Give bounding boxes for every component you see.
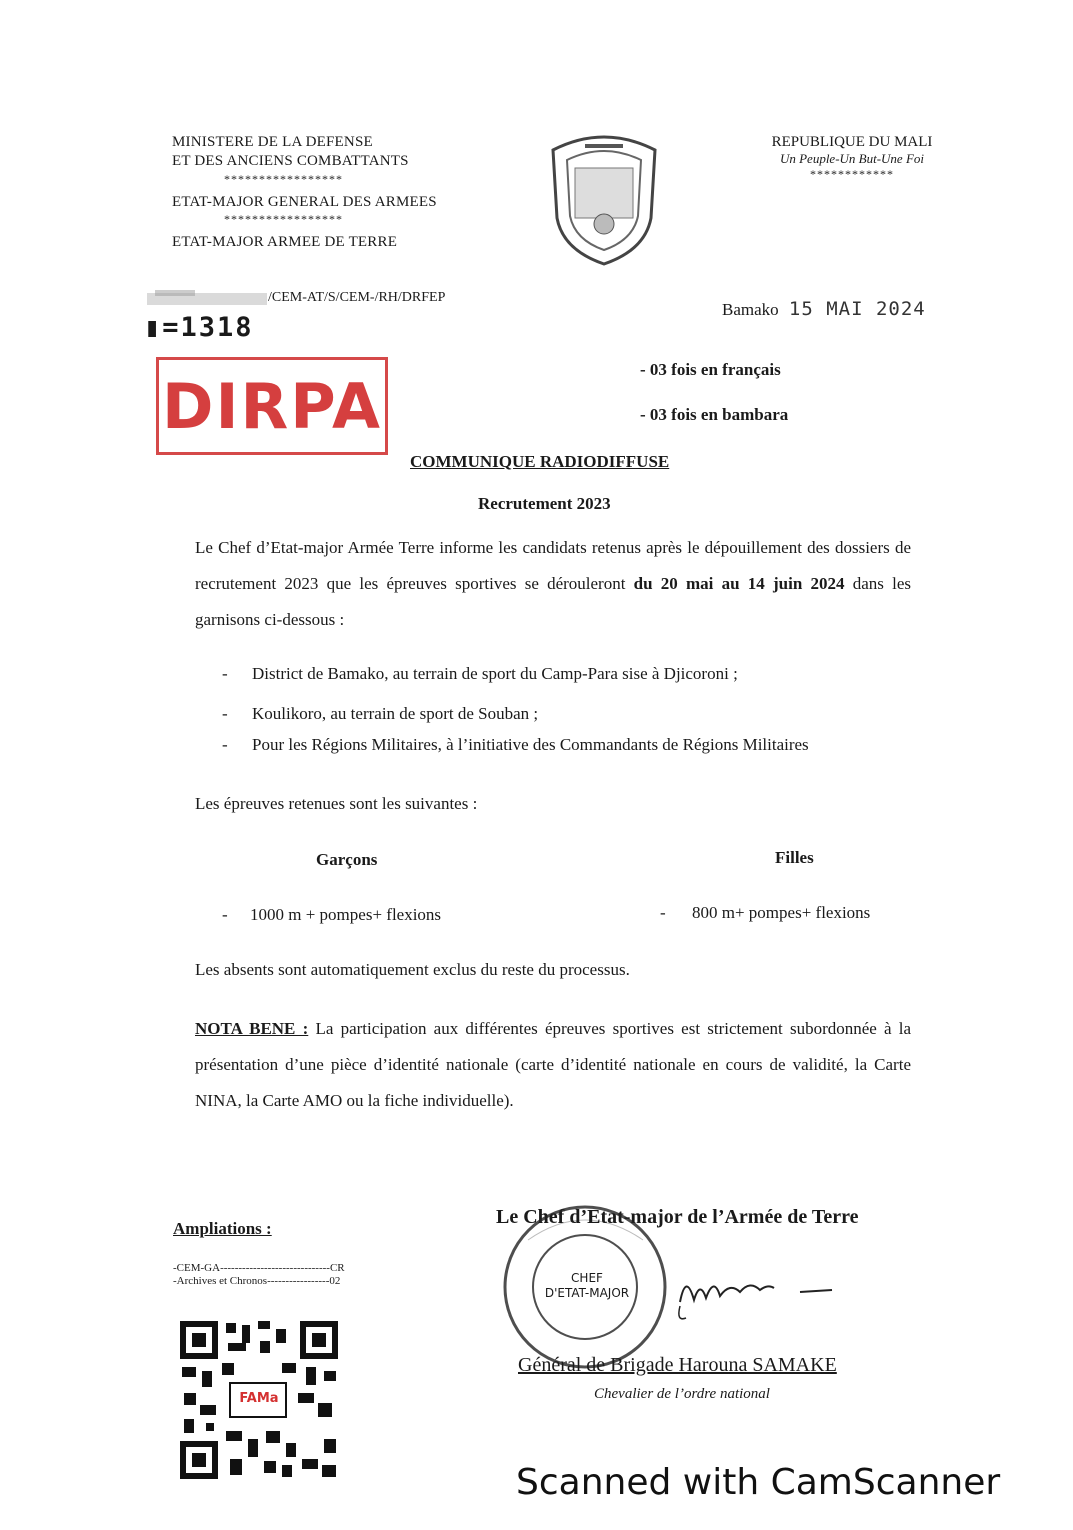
camscanner-watermark: Scanned with CamScanner	[516, 1462, 1001, 1503]
girls-test: - 800 m+ pompes+ flexions	[660, 903, 871, 922]
army-emblem-icon	[545, 128, 663, 268]
tests-intro: Les épreuves retenues sont les suivantes :	[195, 794, 478, 813]
ministry-header	[172, 133, 437, 252]
national-motto: Un Peuple-Un But-Une Foi	[779, 151, 925, 166]
separator-stars: *****************	[224, 212, 343, 227]
list-item: - Koulikoro, au terrain de sport de Souban ;	[222, 704, 539, 723]
document-number-value: 1318	[180, 312, 254, 343]
ministry-name-line2: ET DES ANCIENS COMBATTANTS	[172, 152, 409, 169]
nota-bene-paragraph	[195, 1011, 911, 1119]
date-stamp: 15 MAI 2024	[788, 298, 926, 320]
ampliation-recipient: -CEM-GA	[173, 1262, 221, 1274]
boys-test-text: 1000 m + pompes+ flexions	[250, 905, 442, 924]
separator-stars: ************	[810, 166, 894, 181]
dirpa-stamp: DIRPA	[156, 357, 388, 455]
communique-title: COMMUNIQUE RADIODIFFUSE	[410, 452, 670, 471]
signatory-title: Le Chef d’Etat-major de l’Armée de Terre	[496, 1206, 859, 1228]
absents-notice: Les absents sont automatiquement exclus du reste du processus.	[195, 960, 630, 979]
seal-center-text	[534, 1271, 640, 1301]
intro-dates: du 20 mai au 14 juin 2024	[633, 574, 845, 593]
nota-bene-label: NOTA BENE :	[195, 1019, 309, 1038]
garrison-bamako: District de Bamako, au terrain de sport du Camp-Para sise à Djicoroni ;	[252, 664, 738, 683]
nota-bene-text: La participation aux différentes épreuves sportives est strictement subordonnée à la présentation d’une pièce d’identité nationale (carte d’identité nationale en cours de validité, la Carte NINA, la Carte AMO ou la fiche individuelle).	[195, 1019, 912, 1110]
broadcast-bambara: - 03 fois en bambara	[640, 405, 789, 424]
boys-label: Garçons	[316, 850, 378, 869]
document-number	[144, 312, 254, 343]
communique-subtitle: Recrutement 2023	[478, 494, 611, 513]
army-staff-name: ETAT-MAJOR ARMEE DE TERRE	[172, 234, 398, 251]
ampliation-count: CR	[329, 1262, 345, 1274]
intro-text-part1: Le Chef d’Etat-major Armée Terre informe les candidats retenus après le dépouillement des dossiers de recrutement 2023 que les épreuves sportives se dérouleront	[195, 538, 911, 593]
list-item: - District de Bamako, au terrain de sport du Camp-Para sise à Djicoroni ;	[222, 664, 738, 683]
place-and-date	[722, 298, 926, 320]
republic-name: REPUBLIQUE DU MALI	[771, 134, 933, 150]
boys-test: - 1000 m + pompes+ flexions	[222, 905, 442, 924]
place: Bamako	[722, 300, 779, 319]
seal-line1: CHEF	[571, 1271, 603, 1285]
ampliation-line	[173, 1275, 340, 1287]
ampliation-recipient: -Archives et Chronos	[173, 1275, 268, 1287]
intro-paragraph	[195, 530, 911, 638]
handwritten-signature	[660, 1262, 840, 1322]
intro-text-part2: dans les garnisons ci-dessous :	[195, 574, 912, 629]
garrison-regions: Pour les Régions Militaires, à l’initiative des Commandants de Régions Militaires	[252, 735, 809, 754]
qr-center-label: FAMa	[239, 1391, 279, 1406]
list-item: - Pour les Régions Militaires, à l’initiative des Commandants de Régions Militaires	[222, 735, 809, 754]
redacted-reference-prefix	[145, 287, 275, 309]
document-reference: /CEM-AT/S/CEM-/RH/DRFEP	[268, 290, 446, 305]
ampliation-dots: -----------------	[267, 1275, 330, 1287]
seal-line2: D'ETAT-MAJOR	[544, 1286, 630, 1300]
number-prefix-mark: ▮=	[144, 312, 181, 343]
ministry-name-line1: MINISTERE DE LA DEFENSE	[172, 134, 373, 150]
ampliations-title: Ampliations :	[173, 1219, 272, 1238]
separator-stars: *****************	[224, 171, 343, 186]
ampliation-line	[173, 1262, 345, 1274]
broadcast-french: - 03 fois en français	[640, 360, 781, 379]
ampliation-count: 02	[329, 1275, 341, 1287]
republic-header	[762, 133, 942, 181]
general-staff-name: ETAT-MAJOR GENERAL DES ARMEES	[172, 193, 437, 210]
girls-test-text: 800 m+ pompes+ flexions	[692, 903, 871, 922]
girls-label: Filles	[775, 848, 814, 867]
signatory-distinction: Chevalier de l’ordre national	[594, 1386, 770, 1402]
garrison-koulikoro: Koulikoro, au terrain de sport de Souban ;	[252, 704, 539, 723]
signatory-name: Général de Brigade Harouna SAMAKE	[518, 1354, 837, 1376]
ampliation-dots: ------------------------------	[220, 1262, 330, 1274]
